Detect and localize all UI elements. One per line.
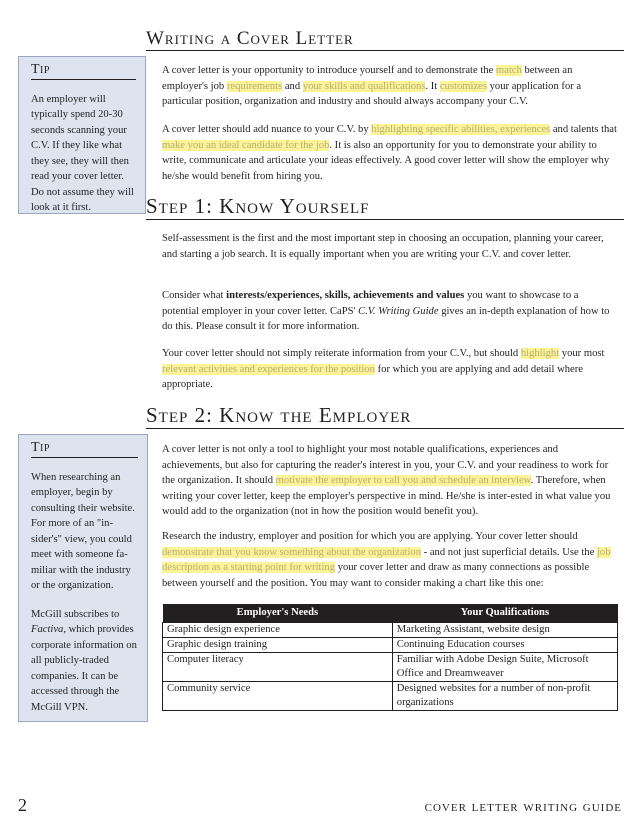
tip-text: An employer will typically spend 20-30 seconds scanning your C.V. If they like what they see, they will then read your cover letter. Do not assume they will look at it first.	[31, 93, 134, 213]
text-segment: you want to showcase to a potential employer in your cover letter. CaPS'	[162, 290, 579, 317]
highlight-highlight: highlight	[520, 348, 560, 359]
text-segment: - and not just superficial details. Use the	[421, 546, 597, 558]
tip-box-research-employer	[18, 434, 148, 722]
text-segment: your most	[559, 348, 605, 359]
table-row	[163, 638, 618, 653]
table-cell: Marketing Assistant, website design	[392, 623, 617, 638]
text-segment: Your cover letter should not simply reiterate information from your C.V., but should	[162, 348, 521, 359]
footer-title: cover letter writing guide	[424, 799, 622, 815]
tip-text-segment: McGill subscribes to Factiva, which provides corporate information on all publicly-traded companies. It can be accessed through the McGill VPN.	[31, 608, 137, 713]
text-segment: gives an in-depth explanation of how to do this. Please consult it for more information.	[162, 305, 610, 332]
cv-guide-title: C.V. Writing Guide	[358, 305, 439, 317]
highlight-requirements: requirements	[226, 80, 283, 92]
text-segment: between an employer's job	[162, 65, 573, 92]
intro-paragraph-1	[162, 63, 618, 110]
table-cell: Community service	[163, 682, 393, 711]
highlight-skills: your skills and qualifications	[302, 80, 426, 92]
text-segment: . Therefore, when writing your cover letter, keep the employer's perspective in mind. He/she is inter-ested in what value you would add to the organization (not in how the position would benefit you).	[162, 475, 611, 517]
page-number: 2	[18, 795, 27, 815]
highlight-relevant-activities: relevant activities and experiences for the position	[162, 363, 375, 375]
highlight-abilities: highlighting specific abilities, experiences	[371, 124, 551, 135]
step-1-heading: Step 1: Know Yourself	[146, 196, 624, 220]
column-header-qualifications: Your Qualifications	[392, 604, 617, 623]
text-segment: A cover letter should add nuance to your C.V. by	[162, 124, 372, 135]
step-2-paragraph-1	[162, 442, 618, 520]
table-cell: Continuing Education courses	[392, 638, 617, 653]
text-segment: and talents that	[550, 124, 617, 135]
tip-title: Tip	[31, 440, 138, 458]
step-2-heading: Step 2: Know the Employer	[146, 405, 624, 429]
intro-paragraph-2	[162, 122, 618, 184]
highlight-customizes: customizes	[439, 80, 487, 92]
tip-text-factiva	[31, 607, 138, 716]
highlight-ideal-candidate: make you an ideal candidate for the job	[162, 139, 330, 151]
tip-text: When researching an employer, begin by consulting their website. For more of an "in-sider's" view, you could meet with someone fa-miliar with the industry or the organization.	[31, 471, 135, 591]
tip-box-cv-scanning	[18, 56, 146, 214]
text-segment: A cover letter is your opportunity to introduce yourself and to demonstrate the	[162, 65, 496, 76]
step-1-paragraph-2	[162, 288, 618, 335]
text-segment: Research the industry, employer and position for which you are applying. Your cover letter should	[162, 531, 578, 542]
text-segment: Consider what	[162, 290, 227, 301]
table-row	[163, 623, 618, 638]
tip-title: Tip	[31, 62, 136, 80]
table-cell: Familiar with Adobe Design Suite, Microsoft Office and Dreamweaver	[392, 653, 617, 682]
highlight-motivate-employer: motivate the employer to call you and schedule an interview	[275, 475, 531, 486]
text-segment: and	[282, 80, 303, 92]
table-cell: Graphic design experience	[163, 623, 393, 638]
text-segment: . It	[425, 80, 440, 92]
page-title: Writing a Cover Letter	[146, 29, 624, 51]
text-segment: A cover letter is not only a tool to highlight your most notable qualifications, experiences and achievements, but also for capturing the reader's interest in you, your C.V. and your readiness to work for the organization. It should	[162, 444, 609, 486]
text-segment: your application for a particular position, organization and industry and should always accompany your C.V.	[162, 80, 582, 107]
needs-qualifications-table	[162, 604, 618, 711]
text-segment: your cover letter and draw as many connections as possible between yourself and the position. You may want to consider making a chart like this one:	[162, 562, 590, 589]
step-1-paragraph-1: Self-assessment is the first and the most important step in choosing an occupation, planning your career, and starting a job search. It is equally important when you are writing your C.V. and cover letter.	[162, 233, 604, 260]
highlight-job-description: job description as a starting point for writing	[162, 546, 611, 573]
text-segment: . It is also an opportunity for you to demonstrate your ability to write, communicate and articulate your ideas effectively. A good cover letter will show the employer why he/she would benefit from hiring you.	[162, 139, 610, 182]
table-cell: Designed websites for a number of non-profit organizations	[392, 682, 617, 711]
factiva-name: Factiva	[31, 624, 64, 635]
highlight-know-organization: demonstrate that you know something about the organization	[162, 546, 422, 558]
table-header-row	[163, 604, 618, 623]
step-2-paragraph-2	[162, 529, 618, 591]
table-cell: Computer literacy	[163, 653, 393, 682]
bold-interests: interests/experiences, skills, achievements and values	[226, 290, 465, 301]
table-cell: Graphic design training	[163, 638, 393, 653]
column-header-employer-needs: Employer's Needs	[163, 604, 393, 623]
highlight-match: match	[495, 65, 522, 76]
text-segment: for which you are applying and add detail where appropriate.	[162, 363, 583, 390]
step-1-paragraph-3	[162, 346, 618, 393]
table-row	[163, 682, 618, 711]
table-row	[163, 653, 618, 682]
